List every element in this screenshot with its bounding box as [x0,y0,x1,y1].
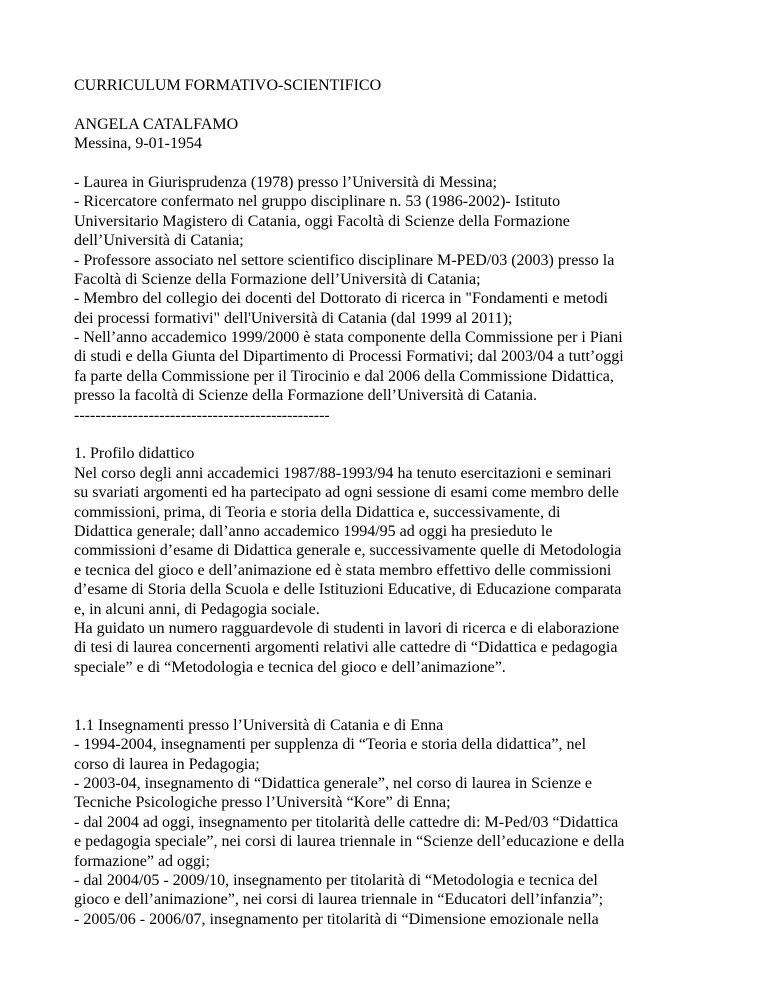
text-line: di tesi di laurea concernenti argomenti relativi alle cattedre di “Didattica e pedagogia [74,639,618,657]
text-line: - dal 2004/05 - 2009/10, insegnamento per titolarità di “Metodologia e tecnica del [74,872,598,890]
text-line: - Laurea in Giurisprudenza (1978) presso l’Università di Messina; [74,173,497,191]
text-line: e pedagogia speciale”, nei corsi di laurea triennale in “Scienze dell’educazione e della [74,833,625,851]
intro-list [74,173,734,406]
text-line: Facoltà di Scienze della Formazione dell’Università di Catania; [74,270,481,288]
text-line: formazione” ad oggi; [74,852,210,870]
text-line: - 2005/06 - 2006/07, insegnamento per titolarità di “Dimensione emozionale nella [74,910,599,928]
text-line: Ha guidato un numero ragguardevole di studenti in lavori di ricerca e di elaborazione [74,619,620,637]
text-line: presso la facoltà di Scienze della Formazione dell’Università di Catania. [74,387,537,405]
text-line: dei processi formativi" dell'Università di Catania (dal 1999 al 2011); [74,309,513,327]
text-line: - 2003-04, insegnamento di “Didattica generale”, nel corso di laurea in Scienze e [74,775,593,793]
text-line: su svariati argomenti ed ha partecipato ad ogni sessione di esami come membro delle [74,484,619,502]
text-line: Tecniche Psicologiche presso l’Università “Kore” di Enna; [74,794,451,812]
separator-line: ------------------------------------------------ [74,406,330,424]
text-line: - Nell’anno accademico 1999/2000 è stata componente della Commissione per i Piani [74,329,623,347]
text-line: fa parte della Commissione per il Tirocinio e dal 2006 della Commissione Didattica, [74,367,614,385]
text-line: - Professore associato nel settore scientifico disciplinare M-PED/03 (2003) presso la [74,251,615,269]
blank-line [74,425,734,444]
blank-line [74,154,734,173]
text-line: commissioni d’esame di Didattica generale e, successivamente quelle di Metodologia [74,542,622,560]
text-line: commissioni, prima, di Teoria e storia della Didattica e, successivamente, di [74,503,561,521]
section-insegnamenti [74,716,734,929]
section-heading: 1. Profilo didattico [74,445,195,463]
text-line: e tecnica del gioco e dell’animazione ed è stata membro effettivo delle commissioni [74,561,612,579]
text-line: - Membro del collegio dei docenti del Dottorato di ricerca in "Fondamenti e metodi [74,290,608,308]
text-line: Nel corso degli anni accademici 1987/88-1993/94 ha tenuto esercitazioni e seminari [74,464,612,482]
text-line: speciale” e di “Metodologia e tecnica del gioco e dell’animazione”. [74,658,506,676]
text-line: - 1994-2004, insegnamenti per supplenza di “Teoria e storia della didattica”, nel [74,736,587,754]
text-line: di studi e della Giunta del Dipartimento di Processi Formativi; dal 2003/04 a tutt’oggi [74,348,624,366]
blank-lines [74,677,734,716]
section-profilo-didattico [74,444,734,677]
text-line: e, in alcuni anni, di Pedagogia sociale. [74,600,320,618]
birth-info: Messina, 9-01-1954 [74,135,202,153]
section-heading: 1.1 Insegnamenti presso l’Università di Catania e di Enna [74,716,444,734]
text-line: - Ricercatore confermato nel gruppo disciplinare n. 53 (1986-2002)- Istituto [74,193,561,211]
text-line: Universitario Magistero di Catania, oggi Facoltà di Scienze della Formazione [74,212,570,230]
text-line: gioco e dell’animazione”, nei corsi di laurea triennale in “Educatori dell’infanzia”; [74,891,604,909]
text-line: corso di laurea in Pedagogia; [74,755,260,773]
text-line: d’esame di Storia della Scuola e delle Istituzioni Educative, di Educazione comparata [74,581,622,599]
blank-line [74,95,734,114]
document-page [74,76,734,929]
text-line: Didattica generale; dall’anno accademico 1994/95 ad oggi ha presieduto le [74,522,553,540]
text-line: - dal 2004 ad oggi, insegnamento per titolarità delle cattedre di: M-Ped/03 “Didattica [74,813,619,831]
text-line: dell’Università di Catania; [74,232,244,250]
author-name: ANGELA CATALFAMO [74,115,239,133]
document-title: CURRICULUM FORMATIVO-SCIENTIFICO [74,77,382,94]
